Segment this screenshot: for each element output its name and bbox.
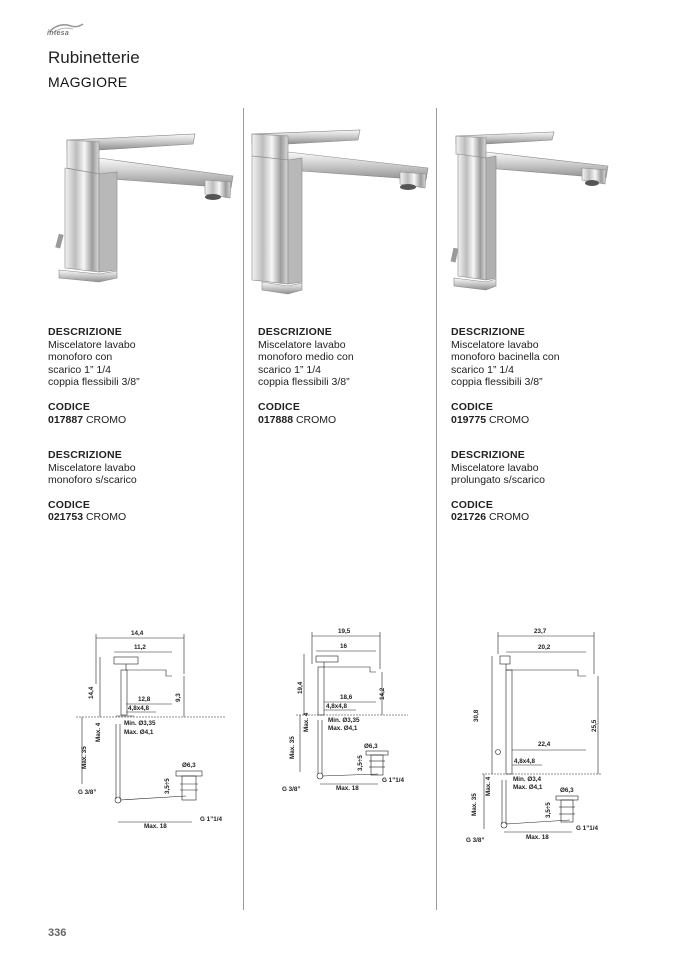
dim-max-35: Max. 35 bbox=[289, 736, 296, 759]
code-label: CODICE bbox=[48, 498, 91, 511]
technical-drawing-017887 bbox=[76, 624, 236, 834]
dim-h-spout: 9,3 bbox=[175, 693, 182, 702]
dim-reach: 12,8 bbox=[138, 696, 151, 703]
label-g38: G 3/8” bbox=[78, 789, 97, 796]
code-label: CODICE bbox=[48, 400, 91, 413]
dim-min-diameter: Min. Ø3,4 bbox=[513, 776, 541, 783]
dim-range: 3,5÷5 bbox=[545, 802, 552, 818]
label-g114: G 1”1/4 bbox=[382, 777, 405, 784]
dim-max-4: Max. 4 bbox=[95, 722, 102, 742]
description-line: scarico 1” 1/4 bbox=[451, 363, 515, 376]
dim-hole: 4,8x4,8 bbox=[326, 703, 348, 710]
description-line: Miscelatore lavabo bbox=[451, 461, 539, 474]
dim-w-inner: 11,2 bbox=[134, 644, 146, 651]
dim-min-diameter: Min. Ø3,35 bbox=[328, 717, 360, 724]
label-g114: G 1”1/4 bbox=[200, 816, 223, 823]
dim-h-total: 19,4 bbox=[297, 681, 304, 694]
product-info-021726 bbox=[451, 449, 545, 524]
page-title: Rubinetterie bbox=[48, 48, 140, 67]
product-code: 017887 bbox=[48, 413, 84, 426]
product-finish: CROMO bbox=[85, 511, 127, 524]
dim-min-diameter: Min. Ø3,35 bbox=[124, 720, 156, 727]
label-g38: G 3/8” bbox=[282, 786, 301, 793]
faucet-photo-017887 bbox=[55, 128, 240, 288]
description-label: DESCRIZIONE bbox=[258, 326, 332, 338]
dim-h-spout: 14,2 bbox=[379, 687, 386, 700]
description-line: scarico 1” 1/4 bbox=[48, 363, 112, 376]
product-code: 021753 bbox=[48, 511, 84, 524]
code-label: CODICE bbox=[258, 400, 301, 413]
description-label: DESCRIZIONE bbox=[48, 326, 122, 338]
technical-drawing-017888 bbox=[278, 624, 428, 799]
technical-drawing-019775 bbox=[462, 624, 612, 849]
dim-w-inner: 16 bbox=[340, 643, 348, 650]
description-line: monoforo s/scarico bbox=[48, 474, 137, 487]
dim-max-18: Max. 18 bbox=[144, 823, 167, 830]
dim-w-total: 23,7 bbox=[534, 628, 547, 635]
dim-h-total: 14,4 bbox=[88, 686, 95, 699]
product-info-017887 bbox=[48, 326, 140, 426]
dim-hole: 4,8x4,8 bbox=[128, 705, 150, 712]
code-label: CODICE bbox=[451, 498, 494, 511]
product-code: 019775 bbox=[451, 413, 487, 426]
description-line: Miscelatore lavabo bbox=[48, 338, 136, 351]
label-g114: G 1”1/4 bbox=[576, 825, 599, 832]
dim-max-18: Max. 18 bbox=[336, 785, 359, 792]
description-line: Miscelatore lavabo bbox=[48, 461, 136, 474]
dim-max-diameter: Max. Ø4,1 bbox=[124, 729, 154, 736]
page-subtitle: MAGGIORE bbox=[48, 74, 128, 90]
dim-max-diameter: Max. Ø4,1 bbox=[328, 725, 358, 732]
label-g38: G 3/8” bbox=[466, 837, 485, 844]
product-info-021753 bbox=[48, 449, 137, 524]
dim-h-spout: 25,5 bbox=[591, 719, 598, 732]
product-code: 017888 bbox=[258, 413, 294, 426]
description-line: coppia flessibili 3/8” bbox=[451, 376, 543, 389]
column-divider bbox=[436, 108, 437, 910]
description-line: scarico 1” 1/4 bbox=[258, 363, 322, 376]
dim-drain: Ø6,3 bbox=[182, 762, 196, 769]
product-finish: CROMO bbox=[488, 511, 530, 524]
product-info-017888 bbox=[258, 326, 354, 426]
dim-drain: Ø6,3 bbox=[560, 787, 574, 794]
dim-reach: 18,6 bbox=[340, 694, 353, 701]
description-line: monoforo con bbox=[48, 351, 113, 364]
description-line: Miscelatore lavabo bbox=[451, 338, 539, 351]
faucet-photo-019775 bbox=[446, 128, 616, 293]
product-info-019775 bbox=[451, 326, 560, 426]
dim-max-35: Max. 35 bbox=[81, 746, 88, 769]
dim-range: 3,5÷5 bbox=[164, 778, 171, 794]
column-divider bbox=[243, 108, 244, 910]
description-label: DESCRIZIONE bbox=[451, 326, 525, 338]
dim-max-35: Max. 35 bbox=[471, 793, 478, 816]
description-line: coppia flessibili 3/8” bbox=[258, 376, 350, 389]
brand-name: intesa bbox=[47, 30, 70, 37]
product-finish: CROMO bbox=[295, 413, 337, 426]
dim-h-total: 30,8 bbox=[473, 709, 480, 722]
product-code: 021726 bbox=[451, 511, 487, 524]
description-line: Miscelatore lavabo bbox=[258, 338, 346, 351]
dim-max-4: Max. 4 bbox=[303, 712, 310, 732]
description-line: monoforo medio con bbox=[258, 351, 354, 364]
dim-hole: 4,8x4,8 bbox=[514, 758, 536, 765]
product-finish: CROMO bbox=[85, 413, 127, 426]
dim-w-inner: 20,2 bbox=[538, 644, 551, 651]
description-line: prolungato s/scarico bbox=[451, 474, 545, 487]
product-finish: CROMO bbox=[488, 413, 530, 426]
description-line: coppia flessibili 3/8” bbox=[48, 376, 140, 389]
description-label: DESCRIZIONE bbox=[451, 449, 525, 461]
dim-w-total: 14,4 bbox=[131, 630, 144, 637]
description-label: DESCRIZIONE bbox=[48, 449, 122, 461]
code-label: CODICE bbox=[451, 400, 494, 413]
faucet-photo-017888 bbox=[248, 124, 433, 299]
dim-reach: 22,4 bbox=[538, 741, 551, 748]
dim-range: 3,5÷5 bbox=[357, 755, 364, 771]
dim-max-4: Max. 4 bbox=[485, 776, 492, 796]
description-line: monoforo bacinella con bbox=[451, 351, 560, 364]
dim-w-total: 19,5 bbox=[338, 628, 351, 635]
dim-max-diameter: Max. Ø4,1 bbox=[513, 784, 543, 791]
page-number: 336 bbox=[48, 927, 67, 939]
dim-max-18: Max. 18 bbox=[526, 834, 549, 841]
dim-drain: Ø6,3 bbox=[364, 743, 378, 750]
